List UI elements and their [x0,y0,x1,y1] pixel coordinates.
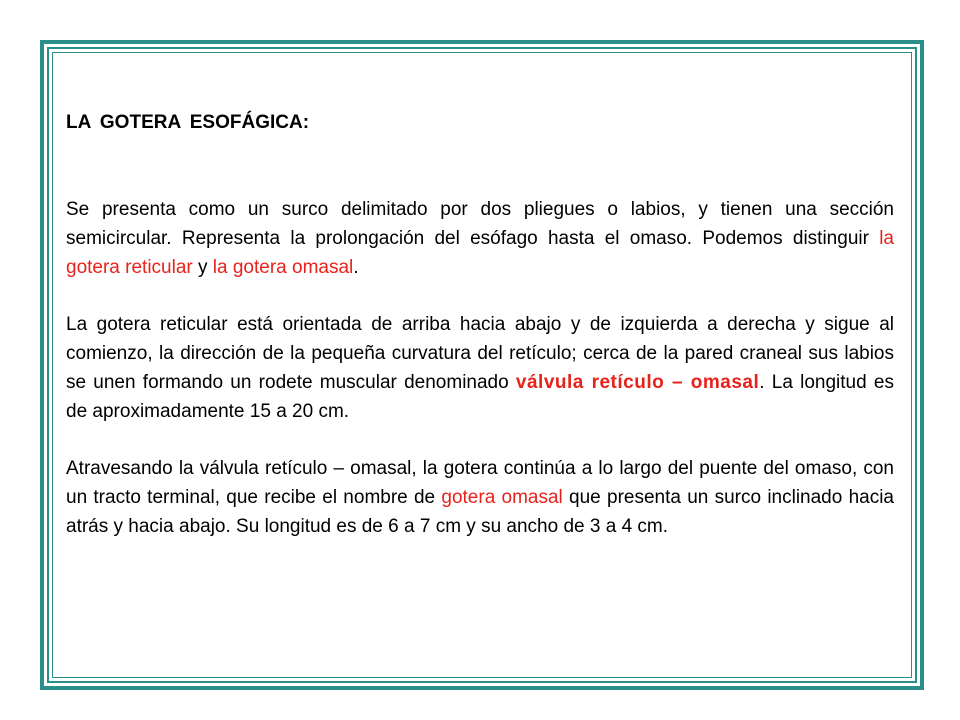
paragraph-intro-text-c: . [353,257,359,278]
term-gotera-omasal-2: gotera omasal [441,487,563,508]
paragraph-reticular-text-b: . La longitud es de aproximadamente 15 a 20 cm. [66,372,894,422]
term-gotera-reticular: la gotera reticular [66,228,894,278]
paragraph-intro-text-a: Se presenta como un surco delimitado por dos pliegues o labios, y tienen una sección semicircular. Representa la prolongación del esófago hasta el omaso. Podemos distinguir [66,199,894,249]
paragraph-omasal-text-a: Atravesando la válvula retículo – omasal, la gotera continúa a lo largo del puente del omaso, con un tracto terminal, que recibe el nombre de [66,458,894,508]
paragraph-intro [66,195,894,282]
paragraph-omasal [66,454,894,541]
term-valvula-reticulo-omasal: válvula retículo – omasal [515,372,760,393]
paragraph-reticular [66,310,894,426]
slide-content [66,108,894,569]
slide-title: LA GOTERA ESOFÁGICA: [66,112,310,133]
paragraph-omasal-text-b: que presenta un surco inclinado hacia atrás y hacia abajo. Su longitud es de 6 a 7 cm y su ancho de 3 a 4 cm. [66,487,894,537]
paragraph-reticular-text-a: La gotera reticular está orientada de arriba hacia abajo y de izquierda a derecha y sigue al comienzo, la dirección de la pequeña curvatura del retículo; cerca de la pared craneal sus labios se unen formando un rodete muscular denominado [66,314,894,393]
paragraph-intro-text-b: y [192,257,213,278]
term-gotera-omasal: la gotera omasal [212,257,354,278]
